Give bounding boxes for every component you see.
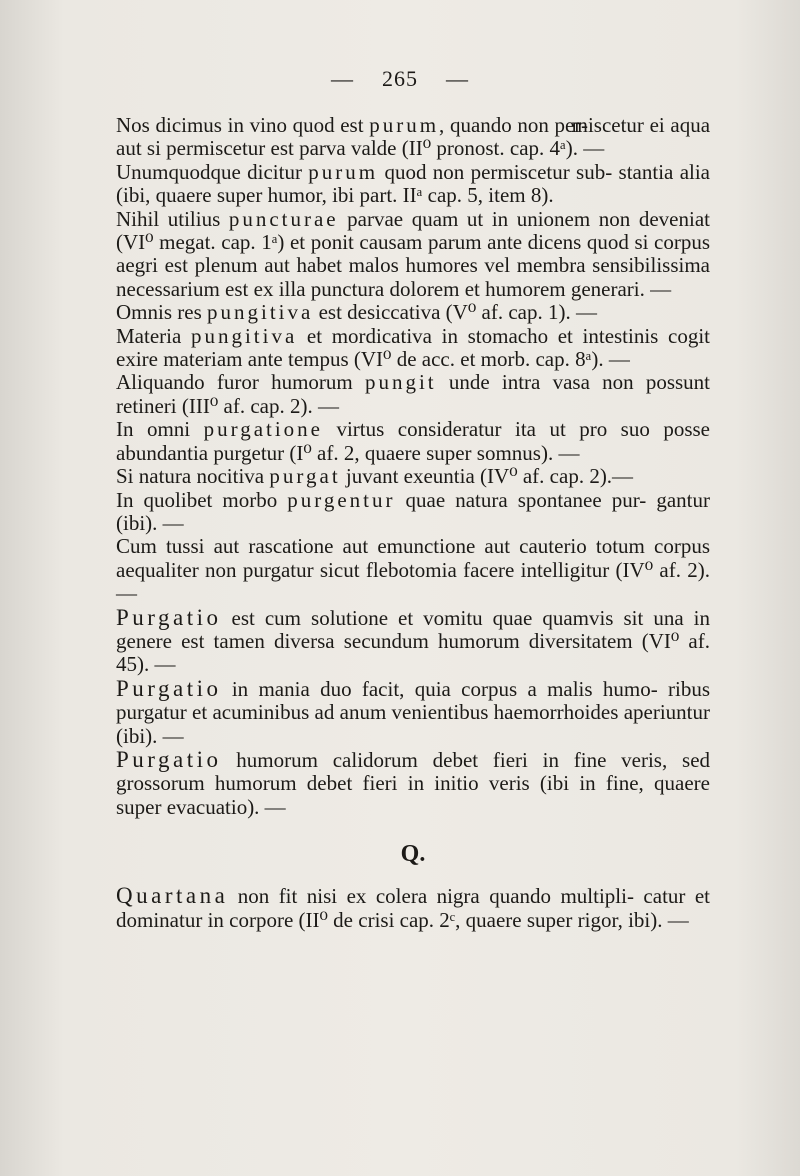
spaced-term: purgatione xyxy=(203,417,324,442)
paragraph: Purgatio humorum calidorum debet fieri in fine veris, sed grossorum humorum debet fieri in initio veris (ibi in fine, quaere super evacuatio). — xyxy=(116,746,711,819)
spaced-term: purum xyxy=(369,113,440,137)
spaced-term: purum xyxy=(308,159,379,184)
spaced-term: pungit xyxy=(364,370,437,395)
spaced-term: Quartana xyxy=(116,883,229,909)
header-dash-left: — xyxy=(331,66,354,91)
page-header xyxy=(0,66,800,92)
spaced-term: Purgatio xyxy=(116,675,222,701)
paragraph: Materia pungitiva et mordicativa in stomacho et intestinis cogit exire materiam ante tempus (VI⁰ de acc. et morb. cap. 8ᵃ). — xyxy=(116,323,710,372)
paragraph: Unumquodque dicitur purum quod non permiscetur sub- stantia alia (ibi, quaere super humor, ibi part. IIᵃ cap. 5, item 8). xyxy=(116,159,710,208)
spaced-term: pungitiva xyxy=(190,323,298,348)
paragraph: Aliquando furor humorum pungit unde intra vasa non possunt retineri (III⁰ af. cap. 2). — xyxy=(116,370,711,418)
paragraph: Cum tussi aut rascatione aut emunctione aut cauterio totum corpus aequaliter non purgatur sicut flebotomia facere intelligitur (IV⁰ af. 2). — xyxy=(116,534,710,606)
spaced-term: puncturae xyxy=(228,206,339,231)
paragraph: Nihil utilius puncturae parvae quam ut in unionem non deveniat (VI⁰ megat. cap. 1ᵃ) et ponit causam parum ante dicens quod si corpus aegri est plenum aut habet malos humores vel membra sensibilissima necessarium est ex illa punctura dolorem et humorem generari. — xyxy=(116,206,710,301)
paragraph: Purgatio est cum solutione et vomitu quae quamvis sit una in genere est tamen diversa secundum humorum diversitatem (VI⁰ af. 45). — xyxy=(116,604,711,677)
spaced-term: Purgatio xyxy=(116,746,222,772)
spaced-term: pungitiva xyxy=(207,300,314,325)
paragraph: Si natura nocitiva purgat juvant exeuntia (IV⁰ af. cap. 2).— xyxy=(116,464,634,489)
paragraph: Omnis res pungitiva est desiccativa (V⁰ af. cap. 1). — xyxy=(116,300,597,325)
page-number: 265 xyxy=(382,66,418,91)
paragraph: Quartana non fit nisi ex colera nigra quando multipli- catur et dominatur in corpore (II⁰ de crisi cap. 2ᶜ, quaere super rigor, ibi). — xyxy=(116,883,710,932)
paragraph: In quolibet morbo purgentur quae natura spontanee pur- gantur (ibi). — xyxy=(116,487,710,535)
spaced-term: Purgatio xyxy=(116,604,222,630)
header-dash-right: — xyxy=(446,66,469,91)
spaced-term: purgentur xyxy=(287,487,396,512)
section-letter: Q. xyxy=(400,841,426,868)
body-text xyxy=(116,114,710,932)
paragraph: Purgatio in mania duo facit, quia corpus a malis humo- ribus purgatur et acuminibus ad anum venientibus haemorrhoides aperiuntur (ibi). — xyxy=(116,675,710,748)
paragraph: In omni purgatione virtus consideratur ita ut pro suo posse abundantia purgetur (I⁰ af. 2, quaere super somnus). — xyxy=(116,417,710,465)
spaced-term: purgat xyxy=(269,464,341,489)
paragraph: Nos dicimus in vino quod est purum, quando non per- miscetur ei aqua aut si permiscetur est parva valde (II⁰ pronost. cap. 4ᵃ). — xyxy=(116,113,711,161)
